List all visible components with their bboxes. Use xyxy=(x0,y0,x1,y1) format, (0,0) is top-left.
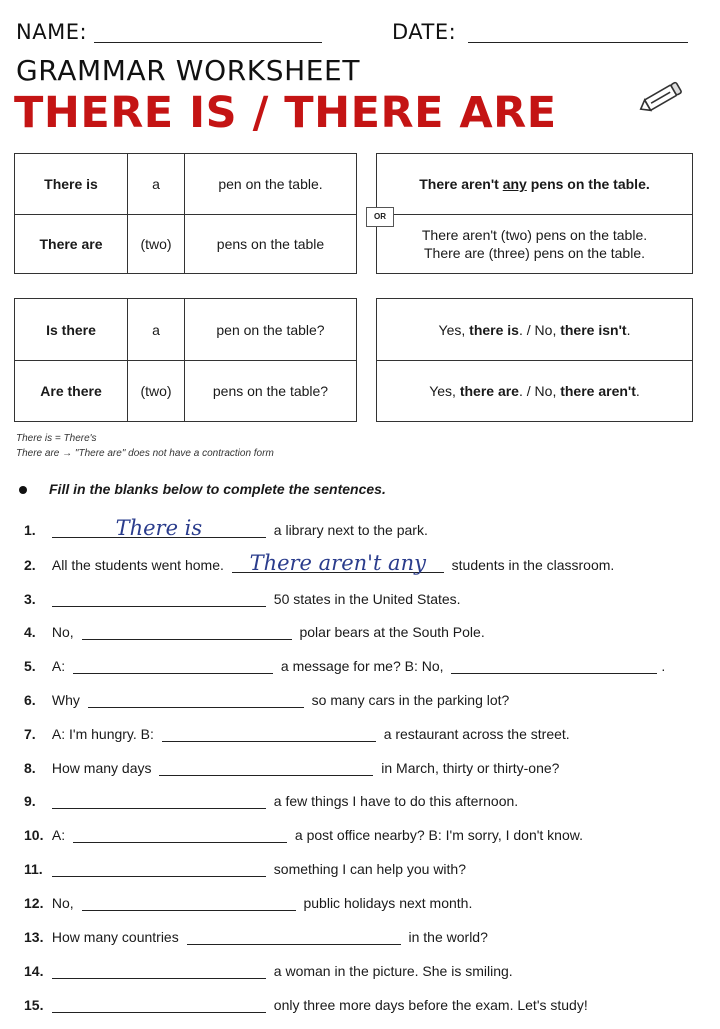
exercise-row: 3. 50 states in the United States. xyxy=(24,591,461,607)
table-cell: Yes, there are. / No, there aren't. xyxy=(377,361,693,422)
answer-blank[interactable] xyxy=(451,657,657,674)
affirmative-table xyxy=(14,153,357,274)
table-cell: pen on the table. xyxy=(185,154,357,215)
table-cell: Is there xyxy=(15,299,128,361)
negative-table xyxy=(376,153,693,274)
table-cell: (two) xyxy=(128,361,185,422)
answer-blank[interactable] xyxy=(159,759,373,776)
answer-blank[interactable] xyxy=(82,894,296,911)
exercise-number: 15. xyxy=(24,997,44,1013)
answer-blank[interactable] xyxy=(52,996,266,1013)
answer-blank[interactable] xyxy=(82,623,292,640)
answer-blank[interactable] xyxy=(88,691,304,708)
table-cell: Are there xyxy=(15,361,128,422)
instruction-text: Fill in the blanks below to complete the sentences. xyxy=(49,481,386,497)
exercise-row: 15. only three more days before the exam. Let's study! xyxy=(24,997,588,1013)
table-cell: There is xyxy=(15,154,128,215)
exercise-row: 8. How many days in March, thirty or thirty-one? xyxy=(24,760,560,776)
table-cell: There aren't any pens on the table. xyxy=(377,154,693,215)
exercise-number: 9. xyxy=(24,793,36,809)
or-label: OR xyxy=(366,207,394,227)
exercise-row: 6. Why so many cars in the parking lot? xyxy=(24,692,510,708)
exercise-number: 6. xyxy=(24,692,36,708)
exercise-number: 7. xyxy=(24,726,36,742)
topic-title: THERE IS / THERE ARE xyxy=(14,88,557,138)
exercise-number: 13. xyxy=(24,929,44,945)
exercise-number: 10. xyxy=(24,827,44,843)
exercise-row: 14. a woman in the picture. She is smiling. xyxy=(24,963,513,979)
date-label: DATE: xyxy=(392,20,457,44)
exercise-row: 9. a few things I have to do this afternoon. xyxy=(24,793,519,809)
answer-blank[interactable] xyxy=(52,962,266,979)
table-cell: pens on the table? xyxy=(185,361,357,422)
answer-blank[interactable] xyxy=(162,725,376,742)
answer-blank[interactable] xyxy=(52,792,266,809)
table-cell: (two) xyxy=(128,215,185,274)
exercise-number: 14. xyxy=(24,963,44,979)
table-cell: Yes, there is. / No, there isn't. xyxy=(377,299,693,361)
contraction-note: There are → "There are" does not have a contraction form xyxy=(16,448,274,459)
table-cell: pen on the table? xyxy=(185,299,357,361)
pencil-icon xyxy=(636,78,688,118)
exercise-row: 1. There is a library next to the park. xyxy=(24,516,428,540)
answer-blank[interactable] xyxy=(52,590,266,607)
exercise-row: 7. A: I'm hungry. B: a restaurant across the street. xyxy=(24,726,570,742)
exercise-row: 10. A: a post office nearby? B: I'm sorry, I don't know. xyxy=(24,827,583,843)
contraction-note: There is = There's xyxy=(16,433,97,444)
name-label: NAME: xyxy=(16,20,88,44)
exercise-number: 2. xyxy=(24,557,36,573)
exercise-row: 12. No, public holidays next month. xyxy=(24,895,473,911)
exercise-row: 13. How many countries in the world? xyxy=(24,929,488,945)
table-cell: There are xyxy=(15,215,128,274)
exercise-row: 5. A: a message for me? B: No, . xyxy=(24,658,666,674)
answer-blank[interactable] xyxy=(73,826,287,843)
name-field[interactable] xyxy=(94,42,322,43)
answer-table xyxy=(376,298,693,422)
answer-blank[interactable] xyxy=(52,860,266,877)
exercise-number: 8. xyxy=(24,760,36,776)
handwritten-answer: There is xyxy=(115,516,203,540)
exercise-number: 3. xyxy=(24,591,36,607)
answer-blank[interactable] xyxy=(73,657,273,674)
worksheet-title: GRAMMAR WORKSHEET xyxy=(16,54,361,87)
table-cell: pens on the table xyxy=(185,215,357,274)
exercise-row: 4. No, polar bears at the South Pole. xyxy=(24,624,485,640)
table-cell: a xyxy=(128,154,185,215)
exercise-number: 11. xyxy=(24,861,43,877)
table-cell: a xyxy=(128,299,185,361)
bullet-icon xyxy=(19,486,27,494)
date-field[interactable] xyxy=(468,42,688,43)
exercise-number: 1. xyxy=(24,522,36,538)
handwritten-answer: There aren't any xyxy=(249,551,426,575)
answer-blank[interactable] xyxy=(187,928,401,945)
exercise-row: 2. All the students went home. There aren't any students in the classroom. xyxy=(24,551,615,575)
exercise-number: 4. xyxy=(24,624,36,640)
answer-blank[interactable] xyxy=(232,551,444,575)
exercise-number: 5. xyxy=(24,658,36,674)
exercise-row: 11. something I can help you with? xyxy=(24,861,467,877)
question-table xyxy=(14,298,357,422)
table-cell: There aren't (two) pens on the table. There are (three) pens on the table. xyxy=(377,215,693,274)
exercise-number: 12. xyxy=(24,895,44,911)
